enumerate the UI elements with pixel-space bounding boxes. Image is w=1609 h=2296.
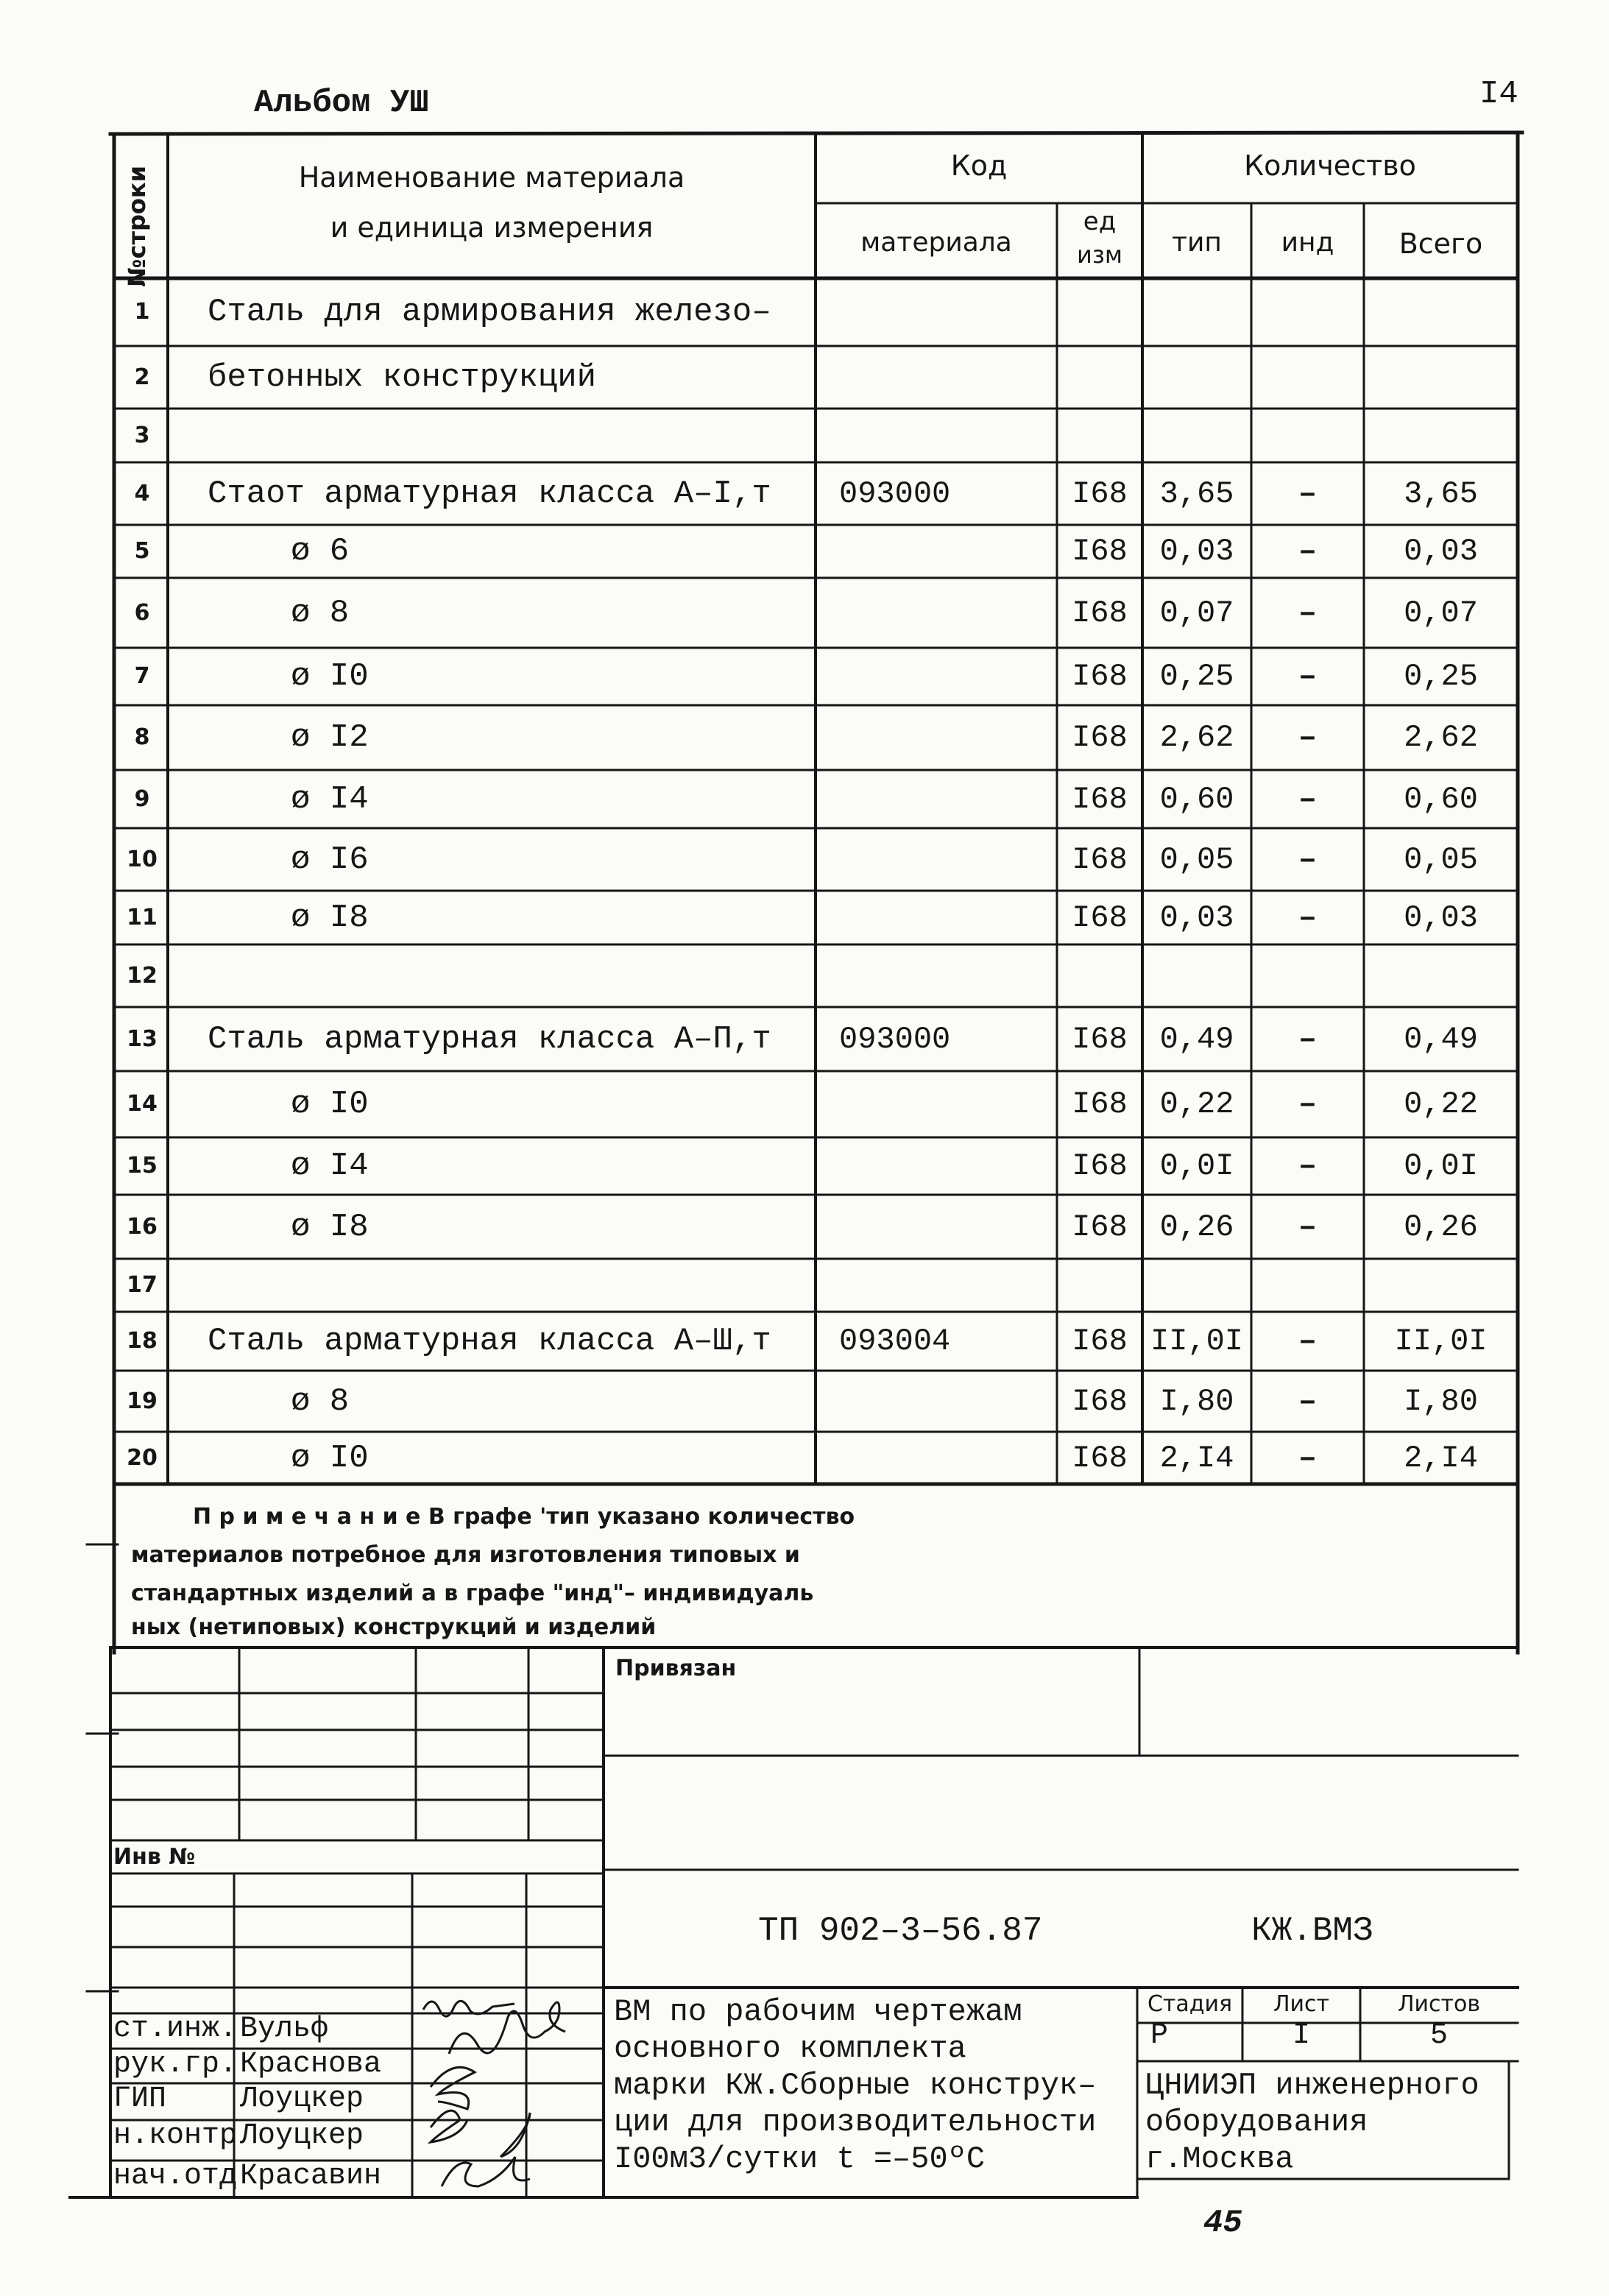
qty-total: 0,0I	[1404, 1148, 1478, 1184]
qty-ind: –	[1298, 1209, 1318, 1245]
row-number: 18	[127, 1328, 158, 1354]
row-number: 11	[127, 904, 158, 930]
material-name: ø I8	[291, 1208, 369, 1246]
header-qty-type: тип	[1172, 227, 1222, 258]
header-quantity: Количество	[1244, 149, 1416, 182]
material-name: Сталь для армирования железо–	[208, 294, 771, 331]
qty-ind: –	[1298, 476, 1318, 512]
row-number: 8	[134, 724, 150, 750]
qty-type: 0,25	[1159, 659, 1234, 694]
qty-total: 0,26	[1404, 1209, 1478, 1245]
stage-value: Р	[1150, 2019, 1168, 2052]
qty-type: 0,05	[1159, 841, 1234, 877]
qty-total: 0,03	[1404, 534, 1478, 569]
qty-total: 3,65	[1404, 476, 1478, 512]
row-number: 3	[134, 422, 150, 448]
material-name: Стаот арматурная класса А–I,т	[208, 475, 771, 512]
qty-type: 0,03	[1159, 534, 1234, 569]
row-number: 12	[127, 962, 158, 989]
header-code: Код	[950, 149, 1008, 182]
qty-type: 0,0I	[1159, 1148, 1234, 1184]
unit-code: I68	[1072, 781, 1128, 817]
header-qty-total: Всего	[1398, 227, 1483, 260]
project-code: ТП 902–3–56.87	[758, 1912, 1043, 1950]
row-number: 19	[127, 1388, 158, 1414]
organization-line3: г.Москва	[1145, 2141, 1294, 2177]
sheet-value: I	[1292, 2019, 1310, 2052]
row-number: 17	[127, 1272, 158, 1298]
page-number: I4	[1479, 76, 1518, 113]
sheets-label: Листов	[1397, 1991, 1481, 2017]
material-name: ø I0	[291, 658, 369, 695]
unit-code: I68	[1072, 1440, 1128, 1476]
material-name: ø I4	[291, 780, 369, 818]
signer-role: ГИП	[113, 2083, 167, 2116]
description-line4: ции для производительности	[614, 2105, 1097, 2140]
qty-type: 3,65	[1159, 476, 1234, 512]
unit-code: I68	[1072, 900, 1128, 936]
note-line2: материалов потребное для изготовления типовых и	[131, 1542, 800, 1568]
row-number: 6	[134, 599, 150, 626]
row-number: 2	[134, 364, 150, 390]
material-name: ø I0	[291, 1086, 369, 1123]
header-code-unit-line1: ед	[1083, 207, 1117, 236]
material-code: 093000	[839, 1021, 951, 1057]
note-line1: П р и м е ч а н и е В графе 'тип указано количество	[193, 1504, 855, 1530]
signer-name: Лоуцкер	[240, 2083, 364, 2116]
signer-role: рук.гр.	[113, 2048, 238, 2081]
description-line3: марки КЖ.Сборные конструк–	[614, 2068, 1097, 2103]
material-code: 093000	[839, 476, 951, 512]
unit-code: I68	[1072, 1383, 1128, 1419]
qty-ind: –	[1298, 1440, 1318, 1476]
album-title: Альбом УШ	[254, 85, 429, 121]
qty-total: I,80	[1404, 1383, 1478, 1419]
material-name: ø 8	[291, 1382, 350, 1420]
qty-ind: –	[1298, 841, 1318, 877]
row-number: 1	[134, 299, 150, 325]
description-line2: основного комплекта	[614, 2031, 966, 2066]
material-name: ø 8	[291, 594, 350, 632]
signer-name: Краснова	[240, 2048, 382, 2081]
qty-type: I,80	[1159, 1383, 1234, 1419]
signer-name: Лоуцкер	[240, 2119, 364, 2152]
unit-code: I68	[1072, 720, 1128, 755]
material-name: ø I0	[291, 1439, 369, 1477]
note-line3: стандартных изделий а в графе "инд"– индивидуаль	[131, 1580, 814, 1606]
row-number: 7	[134, 663, 150, 689]
inventory-label: Инв №	[113, 1844, 196, 1870]
row-number: 9	[134, 785, 150, 812]
qty-total: 0,07	[1404, 595, 1478, 631]
material-name: ø I4	[291, 1148, 369, 1184]
qty-ind: –	[1298, 1324, 1318, 1359]
row-number: 14	[127, 1091, 158, 1117]
qty-total: II,0I	[1394, 1324, 1488, 1359]
unit-code: I68	[1072, 1209, 1128, 1245]
sheet-label: Лист	[1273, 1991, 1330, 2017]
material-name: ø 6	[291, 533, 350, 570]
qty-type: 2,I4	[1159, 1440, 1234, 1476]
header-name-line1: Наименование материала	[298, 161, 685, 194]
stage-label: Стадия	[1147, 1991, 1233, 2017]
material-name: ø I2	[291, 719, 369, 756]
note-line4: ных (нетиповых) конструкций и изделий	[131, 1614, 657, 1640]
qty-total: 2,I4	[1404, 1440, 1478, 1476]
unit-code: I68	[1072, 534, 1128, 569]
signer-role: н.контр	[113, 2119, 238, 2152]
header-row-number: №строки	[123, 165, 151, 287]
qty-ind: –	[1298, 659, 1318, 694]
unit-code: I68	[1072, 841, 1128, 877]
material-name: бетонных конструкций	[208, 358, 597, 396]
signer-role: нач.отд	[113, 2160, 238, 2193]
qty-ind: –	[1298, 1087, 1318, 1122]
qty-type: II,0I	[1150, 1324, 1244, 1359]
header-code-material: материала	[860, 227, 1012, 258]
description-line1: ВМ по рабочим чертежам	[614, 1994, 1022, 2030]
qty-total: 2,62	[1404, 720, 1478, 755]
material-name: Сталь арматурная класса А–П,т	[208, 1020, 771, 1058]
qty-type: 0,22	[1159, 1087, 1234, 1122]
organization-line1: ЦНИИЭП инженерного	[1145, 2068, 1479, 2103]
sheets-value: 5	[1429, 2019, 1448, 2052]
qty-type: 0,60	[1159, 781, 1234, 817]
qty-ind: –	[1298, 1148, 1318, 1184]
footer-number: 45	[1203, 2205, 1242, 2242]
row-number: 13	[127, 1025, 158, 1052]
qty-ind: –	[1298, 595, 1318, 631]
material-name: ø I6	[291, 841, 369, 878]
header-qty-ind: инд	[1281, 227, 1334, 258]
unit-code: I68	[1072, 1087, 1128, 1122]
qty-ind: –	[1298, 720, 1318, 755]
qty-type: 0,03	[1159, 900, 1234, 936]
qty-total: 0,05	[1404, 841, 1478, 877]
qty-ind: –	[1298, 900, 1318, 936]
header-name-line2: и единица измерения	[330, 211, 654, 244]
row-number: 20	[127, 1444, 158, 1471]
row-number: 16	[127, 1213, 158, 1240]
material-code: 093004	[839, 1324, 951, 1359]
qty-total: 0,25	[1404, 659, 1478, 694]
unit-code: I68	[1072, 1021, 1128, 1057]
tied-label: Привязан	[615, 1656, 737, 1681]
header-code-unit-line2: изм	[1077, 241, 1122, 269]
qty-type: 0,07	[1159, 595, 1234, 631]
qty-type: 2,62	[1159, 720, 1234, 755]
signer-role: ст.инж.	[113, 2013, 238, 2046]
material-name: Сталь арматурная класса А–Ш,т	[208, 1323, 771, 1360]
qty-total: 0,60	[1404, 781, 1478, 817]
qty-ind: –	[1298, 1383, 1318, 1419]
row-number: 5	[134, 538, 150, 564]
unit-code: I68	[1072, 1324, 1128, 1359]
row-number: 10	[127, 846, 158, 872]
description-line5: I00м3/сутки t =–50ºC	[614, 2141, 986, 2177]
unit-code: I68	[1072, 476, 1128, 512]
qty-total: 0,22	[1404, 1087, 1478, 1122]
qty-ind: –	[1298, 781, 1318, 817]
document-mark: КЖ.ВМЗ	[1251, 1912, 1373, 1950]
unit-code: I68	[1072, 595, 1128, 631]
signer-name: Вульф	[240, 2013, 329, 2046]
unit-code: I68	[1072, 1148, 1128, 1184]
qty-ind: –	[1298, 1021, 1318, 1057]
row-number: 4	[134, 480, 150, 506]
signer-name: Красавин	[240, 2160, 382, 2193]
organization-line2: оборудования	[1145, 2105, 1368, 2140]
qty-total: 0,49	[1404, 1021, 1478, 1057]
qty-total: 0,03	[1404, 900, 1478, 936]
row-number: 15	[127, 1153, 158, 1179]
qty-ind: –	[1298, 534, 1318, 569]
qty-type: 0,26	[1159, 1209, 1234, 1245]
qty-type: 0,49	[1159, 1021, 1234, 1057]
material-name: ø I8	[291, 899, 369, 936]
unit-code: I68	[1072, 659, 1128, 694]
